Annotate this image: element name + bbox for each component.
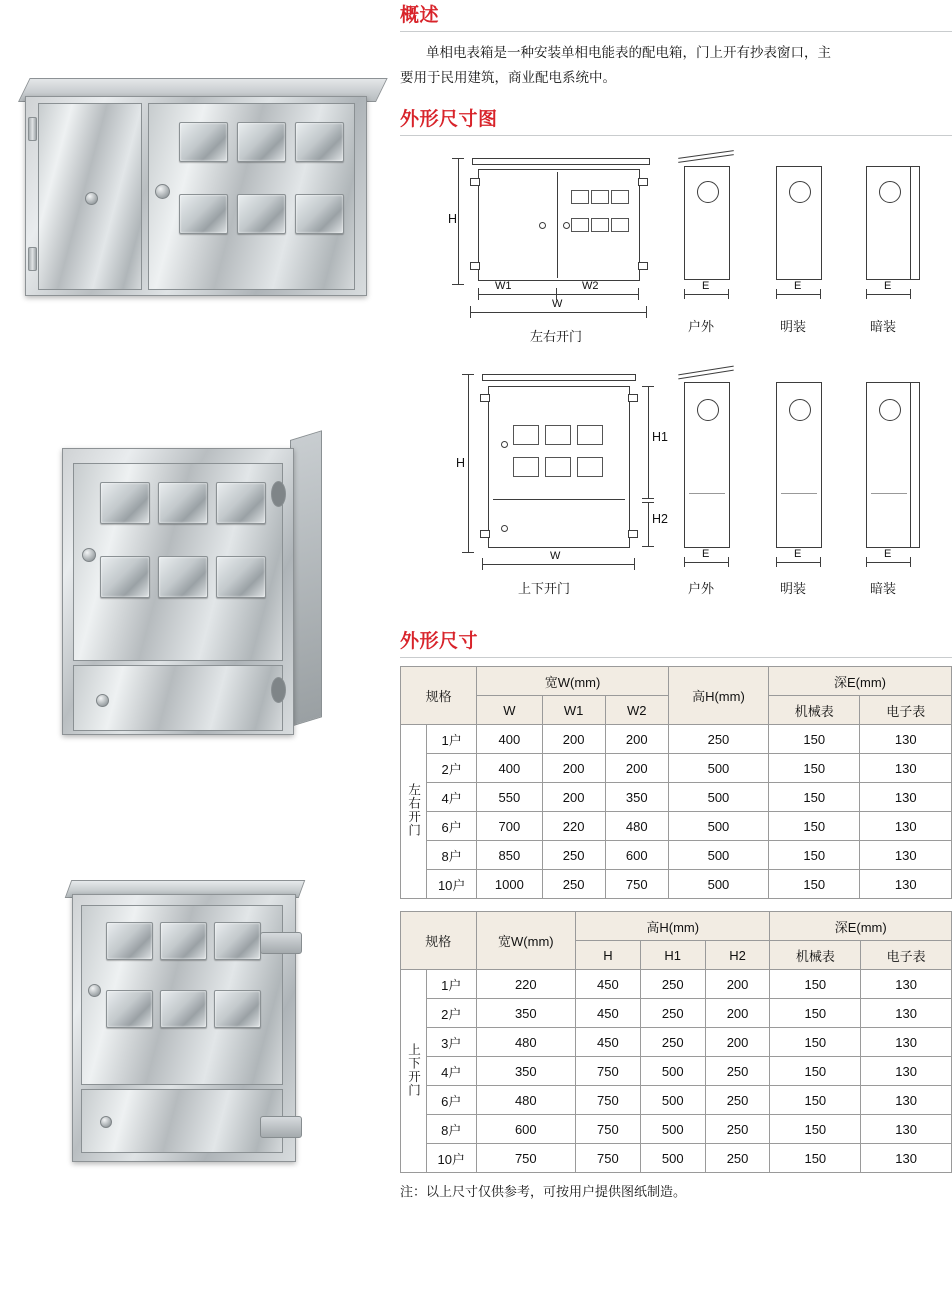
side-vent-hole xyxy=(271,677,286,703)
header-h: H xyxy=(576,941,641,970)
h2-tick-bottom xyxy=(642,546,654,547)
lock-hole-symbol xyxy=(697,181,719,203)
header-width-group: 宽W(mm) xyxy=(477,667,669,696)
header-h2: H2 xyxy=(705,941,770,970)
cell-elec: 130 xyxy=(860,783,952,812)
h1-dimension-line xyxy=(648,386,649,498)
w-tick-right xyxy=(634,558,635,570)
cell-mech: 150 xyxy=(770,1144,861,1173)
table-row xyxy=(401,970,952,999)
cell-mech: 150 xyxy=(769,754,860,783)
door-knob xyxy=(100,1116,112,1128)
h-tick-bottom xyxy=(462,552,474,553)
mount-ear xyxy=(470,262,480,270)
table-row xyxy=(401,1144,952,1173)
table-row xyxy=(401,754,952,783)
meter-window-symbol xyxy=(545,457,571,477)
drawing-row-left-right-door xyxy=(400,144,952,364)
cell-h2: 200 xyxy=(705,1028,770,1057)
w-dimension-line xyxy=(470,312,646,313)
flush-wall-symbol xyxy=(910,382,920,548)
h-dimension-line xyxy=(458,158,459,284)
mounting-bracket xyxy=(260,1116,302,1138)
cell-mech: 150 xyxy=(769,725,860,754)
row-group-label: 上下开门 xyxy=(401,970,427,1173)
h-dim-tick-bottom xyxy=(452,284,464,285)
front-view-hood xyxy=(472,158,650,165)
product-photo-horizontal-cabinet xyxy=(18,78,374,296)
cell-spec: 4户 xyxy=(426,1057,476,1086)
cell-w: 350 xyxy=(476,1057,575,1086)
dimension-table-top-bottom xyxy=(400,911,952,1173)
cell-spec: 4户 xyxy=(427,783,477,812)
meter-window-symbol xyxy=(545,425,571,445)
table-row xyxy=(401,999,952,1028)
table-row xyxy=(401,725,952,754)
cell-elec: 130 xyxy=(860,870,952,899)
cell-h1: 500 xyxy=(640,1115,705,1144)
cell-spec: 10户 xyxy=(426,1144,476,1173)
header-mechanical: 机械表 xyxy=(769,696,860,725)
header-electronic: 电子表 xyxy=(861,941,952,970)
footnote: 注：以上尺寸仅供参考，可按用户提供图纸制造。 xyxy=(400,1184,687,1199)
cabinet-right-door xyxy=(148,103,355,290)
outline-dims-title: 外形尺寸 xyxy=(400,631,479,652)
header-height: 高H(mm) xyxy=(668,667,768,725)
cell-elec: 130 xyxy=(861,1086,952,1115)
cell-w2: 200 xyxy=(605,725,668,754)
cell-h: 500 xyxy=(668,754,768,783)
h1-tick-bottom xyxy=(642,498,654,499)
cell-h: 450 xyxy=(576,1028,641,1057)
cell-w: 400 xyxy=(477,754,542,783)
w-tick-left xyxy=(470,306,471,318)
cell-spec: 3户 xyxy=(426,1028,476,1057)
header-mechanical: 机械表 xyxy=(770,941,861,970)
w2-tick-right xyxy=(638,288,639,300)
cell-w1: 250 xyxy=(542,870,605,899)
h1-dimension-label: H1 xyxy=(652,430,668,444)
meter-window xyxy=(237,122,286,162)
cell-h2: 200 xyxy=(705,970,770,999)
side-view-flush xyxy=(866,166,912,280)
door-knob xyxy=(96,694,109,707)
cabinet-lower-door xyxy=(73,665,283,731)
door-knob xyxy=(85,192,98,205)
mount-ear xyxy=(628,394,638,402)
door-divider xyxy=(493,499,625,500)
rain-hood-line xyxy=(678,370,733,380)
left-right-door-caption: 左右开门 xyxy=(530,329,583,344)
e-tick-left xyxy=(684,557,685,567)
door-split-line xyxy=(689,493,725,494)
w-tick-left xyxy=(482,558,483,570)
cell-h: 500 xyxy=(668,812,768,841)
e-dimension-line xyxy=(684,562,728,563)
cell-h1: 250 xyxy=(640,1028,705,1057)
cell-w1: 200 xyxy=(542,754,605,783)
side-view-surface xyxy=(776,166,822,280)
lock-symbol xyxy=(501,525,508,532)
meter-window-symbol xyxy=(513,457,539,477)
meter-window xyxy=(295,122,344,162)
meter-window xyxy=(214,990,261,1028)
cell-spec: 10户 xyxy=(427,870,477,899)
cell-elec: 130 xyxy=(860,725,952,754)
cell-w: 400 xyxy=(477,725,542,754)
cell-elec: 130 xyxy=(861,999,952,1028)
door-split-line xyxy=(871,493,907,494)
cell-w: 550 xyxy=(477,783,542,812)
e-tick-left xyxy=(866,557,867,567)
h2-tick-top xyxy=(642,502,654,503)
cell-h: 750 xyxy=(576,1086,641,1115)
lock-hole-symbol xyxy=(789,399,811,421)
overview-title: 概述 xyxy=(400,5,440,26)
side-view-outdoor xyxy=(684,166,730,280)
cell-elec: 130 xyxy=(860,841,952,870)
cell-w2: 350 xyxy=(605,783,668,812)
product-photo-column xyxy=(0,0,392,1289)
cell-h: 500 xyxy=(668,870,768,899)
e-tick-right xyxy=(820,557,821,567)
e-tick-right xyxy=(728,557,729,567)
e-dimension-line xyxy=(776,294,820,295)
h-dimension-line xyxy=(468,374,469,552)
header-w1: W1 xyxy=(542,696,605,725)
cell-h1: 500 xyxy=(640,1144,705,1173)
cell-h2: 250 xyxy=(705,1086,770,1115)
mount-ear xyxy=(480,394,490,402)
drawing-row-top-bottom-door xyxy=(400,364,952,614)
side-view-outdoor xyxy=(684,382,730,548)
e-dimension-line xyxy=(684,294,728,295)
header-w: W xyxy=(477,696,542,725)
cell-spec: 6户 xyxy=(427,812,477,841)
h2-dimension-line xyxy=(648,502,649,546)
w2-label: W2 xyxy=(582,280,599,292)
e-tick-right xyxy=(728,289,729,299)
e-tick-left xyxy=(684,289,685,299)
meter-window-symbol xyxy=(571,218,589,232)
cell-h: 750 xyxy=(576,1057,641,1086)
e-label: E xyxy=(702,548,710,560)
header-w2: W2 xyxy=(605,696,668,725)
outline-dims-heading-wrap xyxy=(400,626,952,658)
flush-wall-symbol xyxy=(910,166,920,280)
overview-paragraph xyxy=(400,40,952,90)
cell-w: 480 xyxy=(476,1028,575,1057)
cell-spec: 2户 xyxy=(426,999,476,1028)
variant-outdoor-caption: 户外 xyxy=(688,581,715,596)
cell-mech: 150 xyxy=(770,999,861,1028)
header-depth-group: 深E(mm) xyxy=(769,667,952,696)
overview-heading-wrap xyxy=(400,0,952,32)
lock-hole-symbol xyxy=(879,181,901,203)
table-row xyxy=(401,870,952,899)
cell-h: 500 xyxy=(668,783,768,812)
cell-w: 750 xyxy=(476,1144,575,1173)
cell-mech: 150 xyxy=(769,841,860,870)
w-label: W xyxy=(552,298,563,310)
cell-mech: 150 xyxy=(769,812,860,841)
meter-window xyxy=(100,556,150,598)
meter-window-symbol xyxy=(513,425,539,445)
variant-outdoor-caption: 户外 xyxy=(688,319,715,334)
e-tick-right xyxy=(910,289,911,299)
table-header-row xyxy=(401,912,952,941)
outline-drawing-heading-wrap xyxy=(400,104,952,136)
h2-dimension-label: H2 xyxy=(652,512,668,526)
cell-w1: 200 xyxy=(542,725,605,754)
cell-w: 350 xyxy=(476,999,575,1028)
w-label: W xyxy=(550,550,561,562)
door-divider xyxy=(557,172,558,278)
cell-h: 750 xyxy=(576,1115,641,1144)
variant-surface-caption: 明装 xyxy=(780,319,807,334)
door-knob xyxy=(82,548,96,562)
mount-ear xyxy=(638,262,648,270)
cell-h2: 250 xyxy=(705,1115,770,1144)
hinge xyxy=(28,247,37,271)
cell-spec: 8户 xyxy=(427,841,477,870)
h-dimension-label: H xyxy=(448,212,458,226)
meter-window xyxy=(160,990,207,1028)
e-tick-left xyxy=(776,289,777,299)
product-photo-vertical-cabinet xyxy=(62,440,322,740)
cell-elec: 130 xyxy=(860,812,952,841)
mount-ear xyxy=(470,178,480,186)
cell-mech: 150 xyxy=(769,870,860,899)
e-label: E xyxy=(884,548,892,560)
w1-dimension-line xyxy=(478,294,556,295)
e-label: E xyxy=(794,548,802,560)
header-depth-group: 深E(mm) xyxy=(770,912,952,941)
table-row xyxy=(401,841,952,870)
meter-window xyxy=(295,194,344,234)
table-row xyxy=(401,1086,952,1115)
cabinet-side-panel xyxy=(290,430,322,727)
cell-mech: 150 xyxy=(770,1115,861,1144)
h1-tick-top xyxy=(642,386,654,387)
cell-w2: 750 xyxy=(605,870,668,899)
cell-spec: 1户 xyxy=(427,725,477,754)
cell-elec: 130 xyxy=(861,970,952,999)
table-row xyxy=(401,783,952,812)
side-vent-hole xyxy=(271,481,286,507)
lock-symbol xyxy=(563,222,570,229)
meter-window-symbol xyxy=(591,190,609,204)
cell-h1: 500 xyxy=(640,1086,705,1115)
variant-flush-caption: 暗装 xyxy=(870,581,897,596)
variant-flush-caption: 暗装 xyxy=(870,319,897,334)
cell-h: 750 xyxy=(576,1144,641,1173)
w1-label: W1 xyxy=(495,280,512,292)
table-row xyxy=(401,1115,952,1144)
meter-window xyxy=(237,194,286,234)
cell-h: 500 xyxy=(668,841,768,870)
door-knob xyxy=(88,984,101,997)
cell-h1: 500 xyxy=(640,1057,705,1086)
side-view-flush xyxy=(866,382,912,548)
cell-mech: 150 xyxy=(770,970,861,999)
cell-w: 850 xyxy=(477,841,542,870)
cell-h: 450 xyxy=(576,970,641,999)
cell-h2: 250 xyxy=(705,1057,770,1086)
rain-hood-line xyxy=(678,154,734,163)
cabinet-upper-door xyxy=(73,463,283,661)
content-column xyxy=(400,0,952,1200)
cell-w2: 200 xyxy=(605,754,668,783)
meter-window xyxy=(216,556,266,598)
row-group-label: 左右开门 xyxy=(401,725,427,899)
e-tick-right xyxy=(820,289,821,299)
cell-spec: 2户 xyxy=(427,754,477,783)
meter-window-symbol xyxy=(571,190,589,204)
cell-h2: 200 xyxy=(705,999,770,1028)
header-height-group: 高H(mm) xyxy=(576,912,770,941)
lock-symbol xyxy=(501,441,508,448)
product-photo-wall-mount-cabinet xyxy=(60,880,330,1180)
cabinet-body xyxy=(25,96,367,296)
hinge xyxy=(28,117,37,141)
side-view-surface xyxy=(776,382,822,548)
cell-w1: 200 xyxy=(542,783,605,812)
cell-mech: 150 xyxy=(770,1057,861,1086)
h-tick-top xyxy=(462,374,474,375)
cell-h: 250 xyxy=(668,725,768,754)
cell-elec: 130 xyxy=(860,754,952,783)
cell-h1: 250 xyxy=(640,999,705,1028)
cell-mech: 150 xyxy=(770,1028,861,1057)
cell-h2: 250 xyxy=(705,1144,770,1173)
e-dimension-line xyxy=(866,294,910,295)
e-label: E xyxy=(794,280,802,292)
cell-spec: 8户 xyxy=(426,1115,476,1144)
h-dim-tick-top xyxy=(452,158,464,159)
cell-w: 700 xyxy=(477,812,542,841)
e-label: E xyxy=(884,280,892,292)
cell-elec: 130 xyxy=(861,1057,952,1086)
door-split-line xyxy=(781,493,817,494)
mounting-bracket xyxy=(260,932,302,954)
cell-spec: 6户 xyxy=(426,1086,476,1115)
mount-ear xyxy=(628,530,638,538)
cell-elec: 130 xyxy=(861,1028,952,1057)
table-row xyxy=(401,1028,952,1057)
cell-h: 450 xyxy=(576,999,641,1028)
top-bottom-door-caption: 上下开门 xyxy=(518,581,571,596)
e-tick-left xyxy=(866,289,867,299)
meter-window xyxy=(214,922,261,960)
header-h1: H1 xyxy=(640,941,705,970)
cell-w: 220 xyxy=(476,970,575,999)
dimension-table-left-right xyxy=(400,666,952,899)
w-tick-right xyxy=(646,306,647,318)
meter-window xyxy=(158,556,208,598)
mount-ear xyxy=(638,178,648,186)
outline-drawing-area xyxy=(400,144,952,624)
w1-tick-left xyxy=(478,288,479,300)
meter-window-symbol xyxy=(577,457,603,477)
cell-elec: 130 xyxy=(861,1115,952,1144)
table-row xyxy=(401,1057,952,1086)
lock-hole-symbol xyxy=(697,399,719,421)
e-tick-left xyxy=(776,557,777,567)
cell-w: 480 xyxy=(476,1086,575,1115)
cell-w1: 220 xyxy=(542,812,605,841)
header-spec: 规格 xyxy=(401,912,477,970)
e-label: E xyxy=(702,280,710,292)
table-row xyxy=(401,812,952,841)
meter-window xyxy=(100,482,150,524)
cell-w: 1000 xyxy=(477,870,542,899)
meter-window xyxy=(179,122,228,162)
meter-window-symbol xyxy=(577,425,603,445)
w-dimension-line xyxy=(482,564,634,565)
header-width: 宽W(mm) xyxy=(476,912,575,970)
cabinet-left-door xyxy=(38,103,142,290)
cell-mech: 150 xyxy=(769,783,860,812)
meter-window xyxy=(158,482,208,524)
lock-symbol xyxy=(539,222,546,229)
front-view-body xyxy=(488,386,630,548)
cell-w2: 600 xyxy=(605,841,668,870)
meter-window xyxy=(160,922,207,960)
meter-window-symbol xyxy=(591,218,609,232)
meter-window-symbol xyxy=(611,190,629,204)
w2-dimension-line xyxy=(556,294,638,295)
cell-mech: 150 xyxy=(770,1086,861,1115)
h-dimension-label: H xyxy=(456,456,466,470)
lock-hole-symbol xyxy=(879,399,901,421)
door-knob xyxy=(155,184,170,199)
variant-surface-caption: 明装 xyxy=(780,581,807,596)
mount-ear xyxy=(480,530,490,538)
outline-drawing-title: 外形尺寸图 xyxy=(400,109,498,130)
e-dimension-line xyxy=(866,562,910,563)
meter-window xyxy=(179,194,228,234)
overview-line-2: 要用于民用建筑，商业配电系统中。 xyxy=(400,70,616,85)
cabinet-lower-door xyxy=(81,1089,283,1153)
meter-window xyxy=(106,990,153,1028)
cell-spec: 1户 xyxy=(426,970,476,999)
meter-window xyxy=(216,482,266,524)
front-view-hood xyxy=(482,374,636,381)
cabinet-upper-door xyxy=(81,905,283,1085)
meter-window-symbol xyxy=(611,218,629,232)
meter-window xyxy=(106,922,153,960)
header-electronic: 电子表 xyxy=(860,696,952,725)
cell-h1: 250 xyxy=(640,970,705,999)
header-spec: 规格 xyxy=(401,667,477,725)
cell-elec: 130 xyxy=(861,1144,952,1173)
front-view-body xyxy=(478,169,640,281)
lock-hole-symbol xyxy=(789,181,811,203)
e-tick-right xyxy=(910,557,911,567)
cell-w2: 480 xyxy=(605,812,668,841)
overview-line-1: 单相电表箱是一种安装单相电能表的配电箱，门上开有抄表窗口，主 xyxy=(426,45,831,60)
cell-w: 600 xyxy=(476,1115,575,1144)
cell-w1: 250 xyxy=(542,841,605,870)
table-header-row xyxy=(401,667,952,696)
e-dimension-line xyxy=(776,562,820,563)
cabinet-body xyxy=(62,448,294,735)
